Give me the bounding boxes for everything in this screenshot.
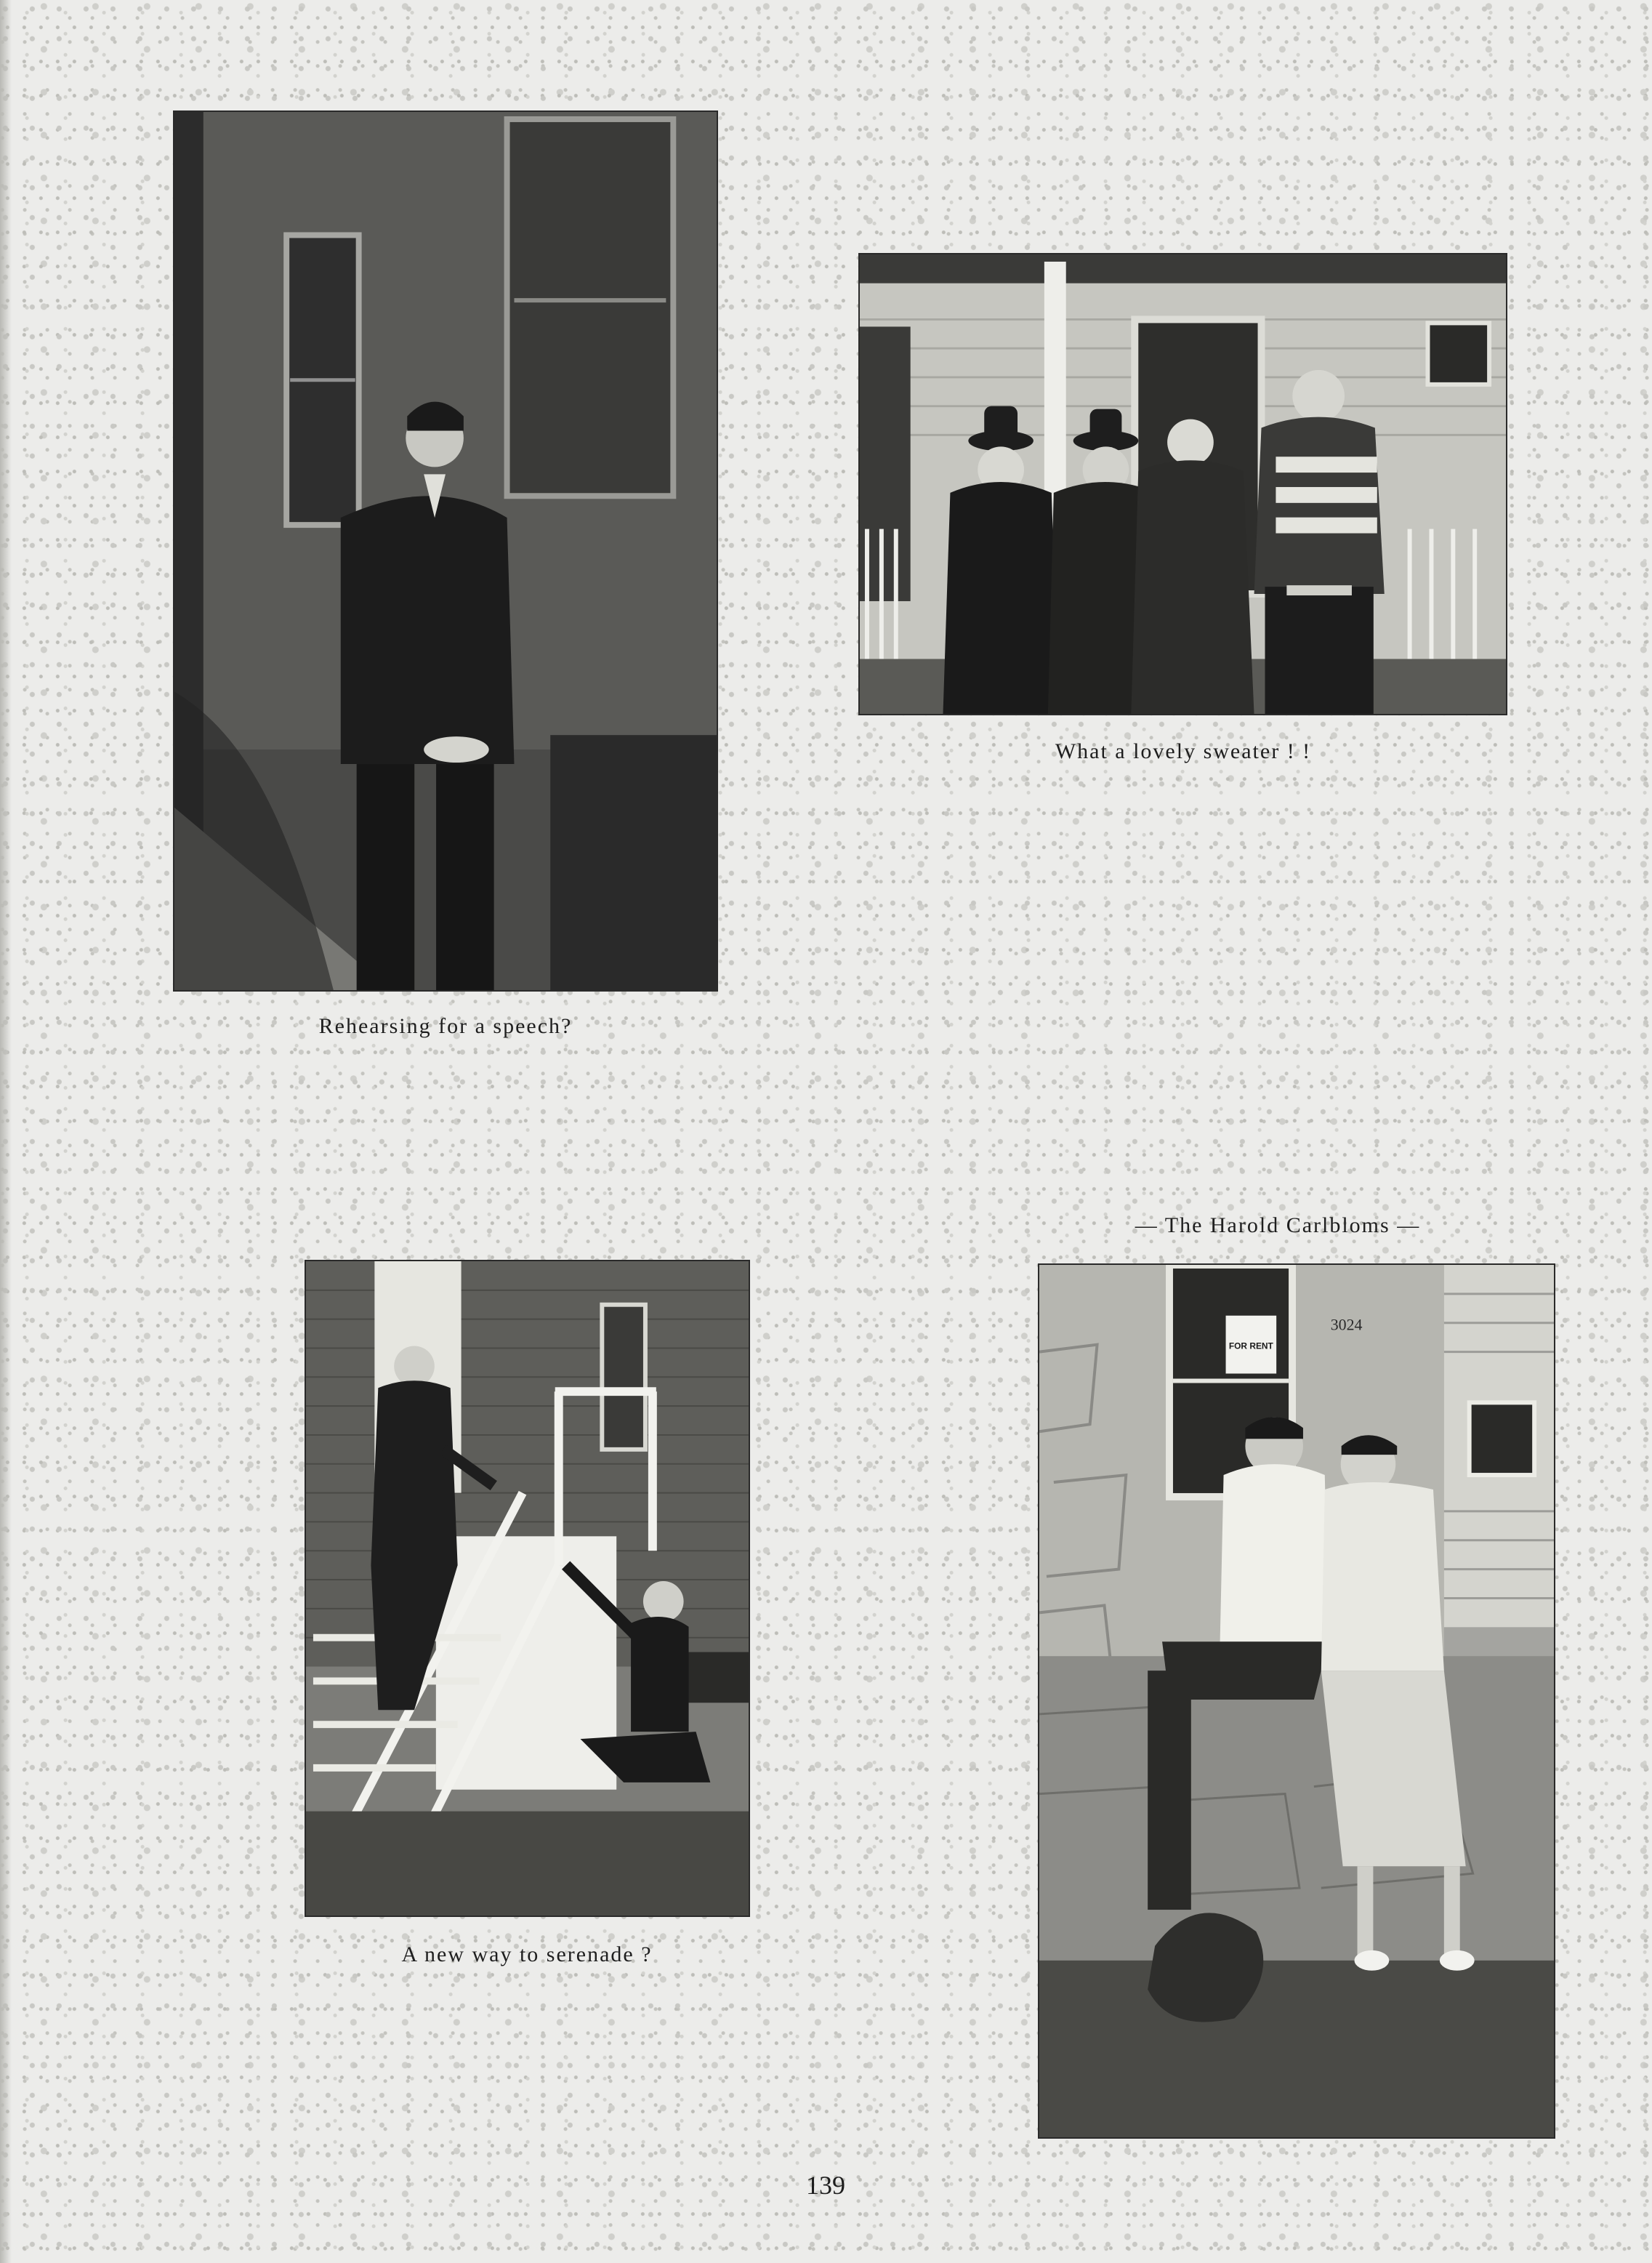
photo-couple-steps	[1038, 1263, 1555, 2139]
caption-speech: Rehearsing for a speech?	[318, 1014, 573, 1038]
house-number: 3024	[1330, 1315, 1363, 1334]
caption-serenade: A new way to serenade ?	[401, 1942, 653, 1966]
photo-serenade-stairs-image	[306, 1261, 749, 1916]
page-binding-edge	[0, 0, 12, 2263]
for-rent-sign-text: FOR RENT	[1228, 1340, 1273, 1351]
photo-couple-steps-image	[1039, 1265, 1554, 2137]
photo-four-men-porch-image	[860, 254, 1506, 714]
photo-four-men-porch	[858, 253, 1507, 715]
page-number: 139	[806, 2171, 845, 2200]
caption-sweater: What a lovely sweater ! !	[1055, 739, 1312, 763]
photo-man-rehearsing-image	[174, 112, 717, 990]
caption-carlbloms: — The Harold Carlbloms —	[1135, 1213, 1421, 1237]
photo-serenade-stairs	[305, 1260, 750, 1917]
photo-man-rehearsing	[173, 110, 718, 992]
